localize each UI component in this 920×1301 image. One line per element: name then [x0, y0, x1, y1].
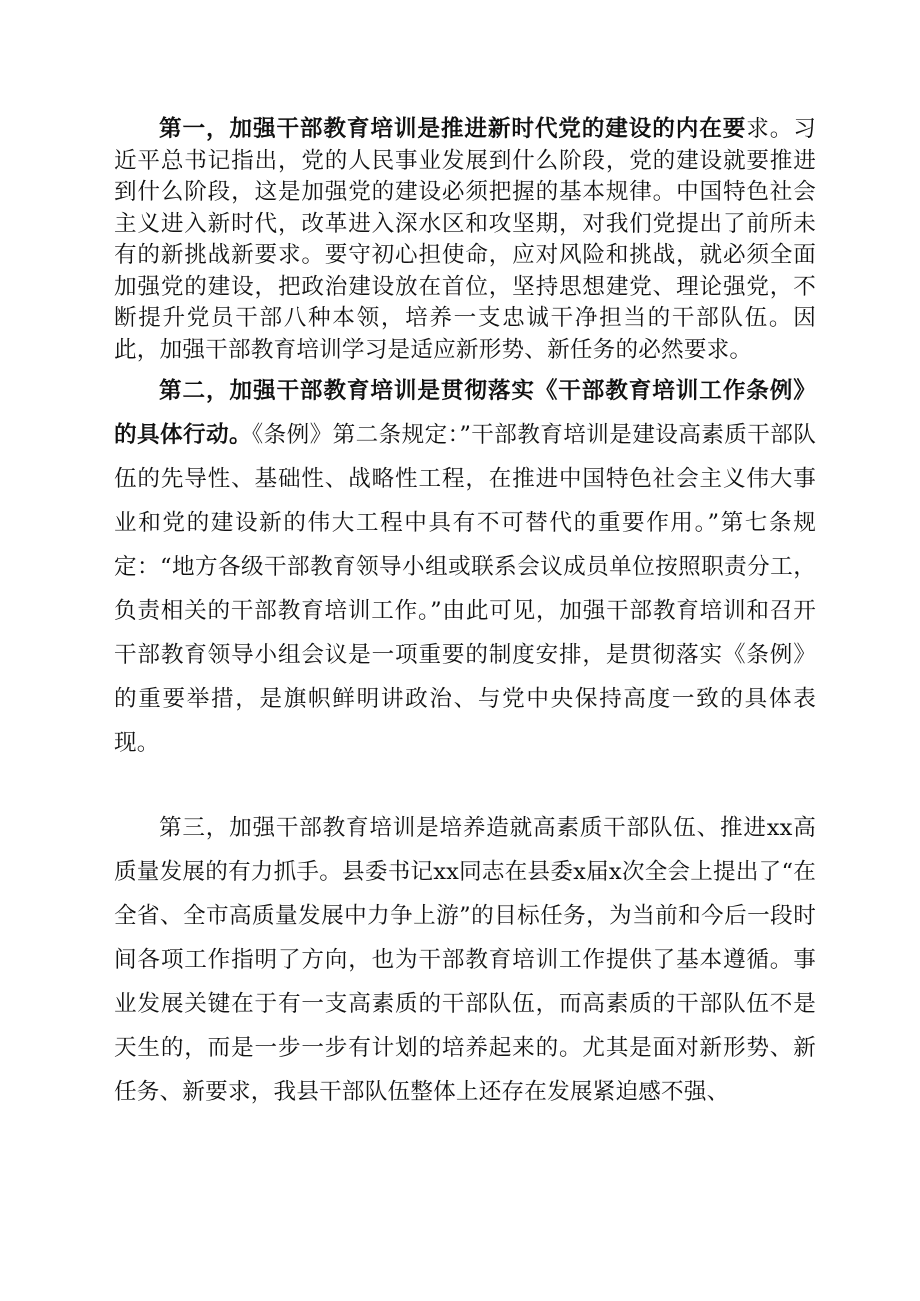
paragraph-body: 《条例》第二条规定：”干部教育培训是建设高素质干部队伍的先导性、基础性、战略性工程，在推进中国特色社会主义伟大事业和党的建设新的伟大工程中具有不可替代的重要作用。”第七条规定：“地方各级干部教育领导小组或联系会议成员单位按照职责分工，负责相关的干部教育培训工作。”由此可见，加强干部教育培训和召开干部教育领导小组会议是一项重要的制度安排，是贯彻落实《条例》的重要举措，是旗帜鲜明讲政治、与党中央保持高度一致的具体表现。: [114, 422, 817, 756]
paragraph-lead: 第二，加强干部教育培训是贯彻落实《干部教育培训工作条例》的具体行动。: [114, 378, 816, 448]
paragraph-first: [114, 114, 816, 366]
paragraph-third: [114, 806, 816, 1114]
paragraph-second: [114, 369, 816, 765]
paragraph-body: 求。习近平总书记指出，党的人民事业发展到什么阶段，党的建设就要推进到什么阶段，这是加强党的建设必须把握的基本规律。中国特色社会主义进入新时代，改革进入深水区和攻坚期，对我们党提出了前所未有的新挑战新要求。要守初心担使命，应对风险和挑战，就必须全面加强党的建设，把政治建设放在首位，坚持思想建党、理论强党，不断提升党员干部八种本领，培养一支忠诚干净担当的干部队伍。因此，加强干部教育培训学习是适应新形势、新任务的必然要求。: [114, 116, 817, 363]
paragraph-body: 第三，加强干部教育培训是培养造就高素质干部队伍、推进xx高质量发展的有力抓手。县委书记xx同志在县委x届x次全会上提出了“在全省、全市高质量发展中力争上游”的目标任务，为当前和今后一段时间各项工作指明了方向，也为干部教育培训工作提供了基本遵循。事业发展关键在于有一支高素质的干部队伍，而高素质的干部队伍不是天生的，而是一步一步有计划的培养起来的。尤其是面对新形势、新任务、新要求，我县干部队伍整体上还存在发展紧迫感不强、: [114, 815, 816, 1105]
paragraph-lead: 第一，加强干部教育培训是推进新时代党的建设的内在要: [159, 116, 747, 142]
